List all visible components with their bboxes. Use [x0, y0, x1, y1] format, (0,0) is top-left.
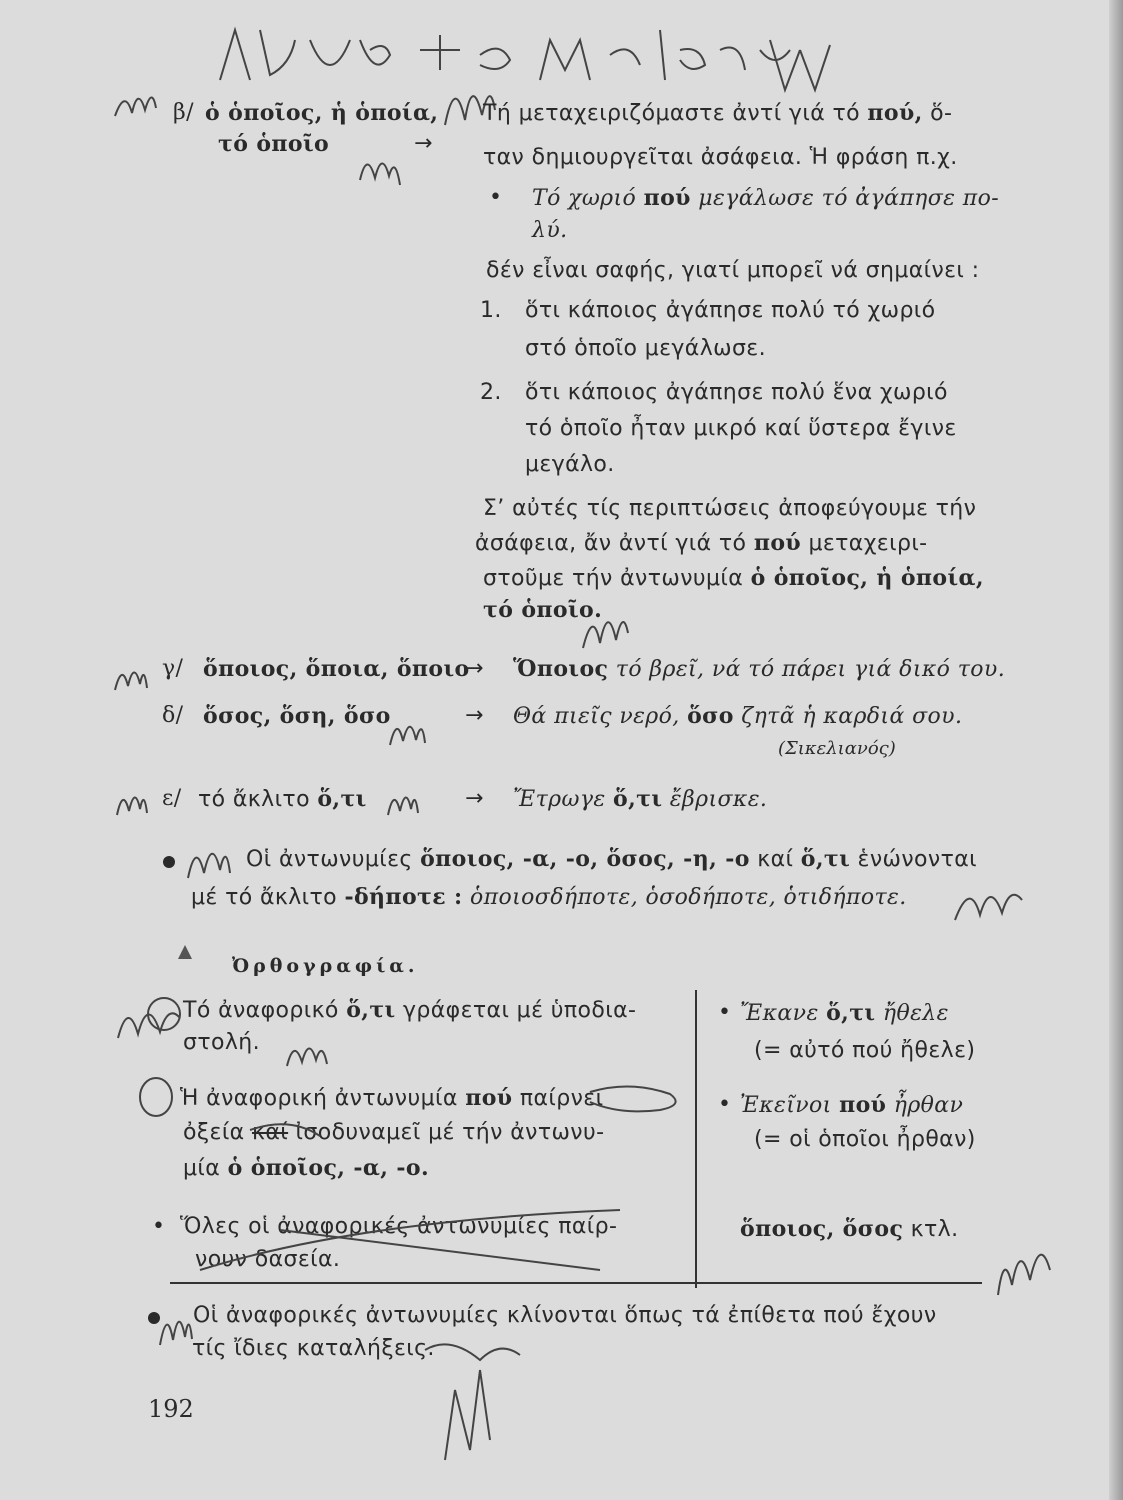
numbered-2: 2. [480, 380, 502, 405]
text: γράφεται μέ ὑποδια- [403, 998, 637, 1023]
bold-word: ὁ ὁποῖος, -α, -ο. [227, 1155, 430, 1181]
text: μεγάλωσε τό ἀγάπησε πο- [698, 186, 1000, 211]
text: ὅ- [930, 101, 953, 126]
bold-word: ὅποιος, -α, -ο, ὅσος, -η, -ο [420, 846, 750, 872]
bold-word: πού [839, 1092, 887, 1118]
handwritten-m-icon [112, 990, 187, 1045]
bold-word: ὅσο [687, 703, 734, 729]
numbered-2-line1: ὅτι κάποιος ἀγάπησε πολύ ἕνα χωριό [525, 380, 948, 405]
handwritten-circle-icon [136, 1075, 176, 1120]
ortho-r1-right-line1 [740, 1000, 949, 1026]
section-d-example [513, 703, 962, 729]
text: Θά πιεῖς νερό, [513, 704, 680, 729]
section-b-unclear: δέν εἶναι σαφής, γιατί μπορεῖ νά σημαίνει : [486, 258, 980, 283]
bold-word: Ὅποιος [513, 656, 609, 682]
text: Οἱ ἀντωνυμίες [246, 847, 413, 872]
bold-word: πού [643, 185, 691, 211]
text: παίρνει [519, 1086, 604, 1111]
section-b-example-line1 [532, 185, 999, 211]
handwritten-m-icon [990, 1230, 1060, 1300]
conclusion-line4: τό ὁποῖο. [483, 597, 603, 623]
text: ἀσάφεια, ἄν ἀντί γιά τό [475, 531, 747, 556]
ortho-bullet: • [718, 1092, 732, 1117]
note1-line1 [246, 846, 977, 872]
text: στοῦμε τήν ἀντωνυμία [483, 566, 744, 591]
handwritten-m-icon [385, 705, 430, 750]
conclusion-line3 [483, 565, 984, 591]
text: ἦρθαν [893, 1093, 964, 1118]
numbered-1-line2: στό ὁποῖο μεγάλωσε. [525, 336, 766, 361]
section-b-example-line2: λύ. [532, 218, 568, 243]
section-c-example [513, 656, 1005, 682]
section-b-label: β/ [173, 100, 194, 125]
handwritten-m-icon [112, 775, 150, 820]
text: Ἔκανε [740, 1001, 819, 1026]
section-c-label: γ/ [162, 656, 184, 681]
text: ὁποιοσδήποτε, ὁσοδήποτε, ὁτιδήποτε. [469, 885, 907, 910]
text: Ἐκεῖνοι [740, 1093, 832, 1118]
text: ζητᾶ ἡ καρδιά σου. [741, 704, 963, 729]
ortho-bullet: • [718, 1000, 732, 1025]
section-b-exp-line2: ταν δημιουργεῖται ἀσάφεια. Ἡ φράση π.χ. [483, 145, 958, 170]
bold-word: ὅ,τι [800, 846, 851, 872]
handwritten-m-icon [282, 1030, 332, 1070]
bold-word: πού [465, 1085, 513, 1111]
note1-line2 [191, 884, 907, 910]
section-b-pronoun-line2: τό ὁποῖο [218, 131, 330, 157]
bold-word: ὁ ὁποῖος, ἡ ὁποία, [750, 565, 984, 591]
ortho-r2-left-line2 [183, 1120, 604, 1145]
handwritten-mark-icon [760, 35, 840, 95]
handwritten-m-icon [355, 140, 405, 190]
handwritten-m-icon [110, 78, 160, 123]
ortho-r2-left-line1 [180, 1085, 603, 1111]
handwritten-m-icon [180, 828, 235, 883]
text: Ἔτρωγε [513, 787, 606, 812]
text: ἔβρισκε. [669, 787, 768, 812]
text: Τό χωριό [532, 186, 637, 211]
numbered-2-line3: μεγάλο. [525, 452, 615, 477]
text: μέ τό ἄκλιτο [191, 885, 338, 910]
struck-word: καί [251, 1120, 289, 1145]
triangle-icon [178, 945, 192, 959]
bold-word: -δήποτε : [344, 884, 463, 910]
ortho-r2-right-line2: (= οἱ ὁποῖοι ἦρθαν) [754, 1127, 976, 1152]
note-bullet-icon [163, 856, 175, 868]
text: μία [183, 1156, 221, 1181]
section-e-pronoun [198, 786, 367, 812]
text: καί [757, 847, 794, 872]
bold-word: ὅ,τι [826, 1000, 876, 1026]
handwritten-m-icon [383, 775, 421, 820]
table-bottom-rule [170, 1282, 982, 1284]
conclusion-line2 [475, 530, 928, 556]
text: Ἡ ἀναφορική ἀντωνυμία [180, 1086, 458, 1111]
bold-word: ὅ,τι [346, 997, 396, 1023]
numbered-1-line1: ὅτι κάποιος ἀγάπησε πολύ τό χωριό [525, 298, 936, 323]
section-b-exp-line1 [483, 100, 952, 126]
ortho-r2-right-line1 [740, 1092, 963, 1118]
bold-word: ὅ,τι [613, 786, 663, 812]
section-e-example [513, 786, 767, 812]
section-d-arrow: → [465, 703, 484, 728]
conclusion-line1: Σ’ αὐτές τίς περιπτώσεις ἀποφεύγουμε τήν [483, 496, 977, 521]
text: τό βρεῖ, νά τό πάρει γιά δικό του. [615, 657, 1006, 682]
bold-word: ὅ,τι [317, 786, 367, 812]
text: τό ἄκλιτο [198, 787, 310, 812]
note-bullet-icon [148, 1312, 160, 1324]
example-bullet: • [489, 185, 503, 210]
ortho-r3-right [740, 1216, 958, 1242]
section-e-label: ε/ [162, 786, 182, 811]
handwritten-mark-icon [420, 1330, 530, 1470]
bold-word: πού, [867, 100, 923, 126]
text: κτλ. [910, 1217, 959, 1242]
text: ἰσοδυναμεῖ μέ τήν ἀντωνυ- [295, 1120, 605, 1145]
handwritten-title [200, 10, 840, 95]
section-e-arrow: → [465, 786, 484, 811]
text: ὀξεία [183, 1120, 245, 1145]
handwritten-m-icon [155, 1295, 195, 1350]
text: ἤθελε [882, 1001, 949, 1026]
numbered-2-line2: τό ὁποῖο ἦταν μικρό καί ὕστερα ἔγινε [525, 416, 957, 441]
bold-word: ὅποιος, ὅσος [740, 1216, 904, 1242]
page-edge [1109, 0, 1123, 1500]
bold-word: πού [753, 530, 802, 556]
ortho-r3-left-line2: νουν δασεία. [195, 1247, 341, 1272]
table-divider [695, 990, 697, 1288]
ortho-r1-left-line2: στολή. [183, 1030, 261, 1055]
ortho-r1-left-line1 [183, 997, 636, 1023]
section-d-label: δ/ [162, 703, 184, 728]
text: Τό ἀναφορικό [183, 998, 339, 1023]
text: Τή μεταχειριζόμαστε ἀντί γιά τό [483, 101, 861, 126]
page-number: 192 [148, 1395, 194, 1423]
text: μεταχειρι- [808, 531, 928, 556]
section-c-arrow: → [465, 656, 484, 681]
handwritten-m-icon [950, 875, 1030, 935]
ortho-r3-left-line1: Ὅλες οἱ ἀναφορικές ἀντωνυμίες παίρ- [180, 1214, 618, 1239]
note2-line1: Οἱ ἀναφορικές ἀντωνυμίες κλίνονται ὅπως τά ἐπίθετα πού ἔχουν [193, 1303, 937, 1328]
section-b-pronoun-line1: ὁ ὁποῖος, ἡ ὁποία, [205, 100, 439, 126]
numbered-1: 1. [480, 298, 502, 323]
ortho-r2-left-line3 [183, 1155, 429, 1181]
section-d-pronoun: ὅσος, ὅση, ὅσο [203, 703, 391, 729]
section-d-source: (Σικελιανός) [778, 738, 896, 759]
text: ἑνώνονται [857, 847, 977, 872]
handwritten-m-icon [110, 650, 150, 695]
ortho-bullet: • [152, 1214, 166, 1239]
note2-line2: τίς ἴδιες καταλήξεις. [192, 1336, 435, 1361]
section-c-pronoun: ὅποιος, ὅποια, ὅποιο [203, 656, 470, 682]
ortho-r1-right-line2: (= αὐτό πού ἤθελε) [754, 1038, 976, 1063]
ortho-heading: Ὀρθογραφία. [232, 955, 419, 977]
section-b-arrow: → [414, 131, 433, 156]
